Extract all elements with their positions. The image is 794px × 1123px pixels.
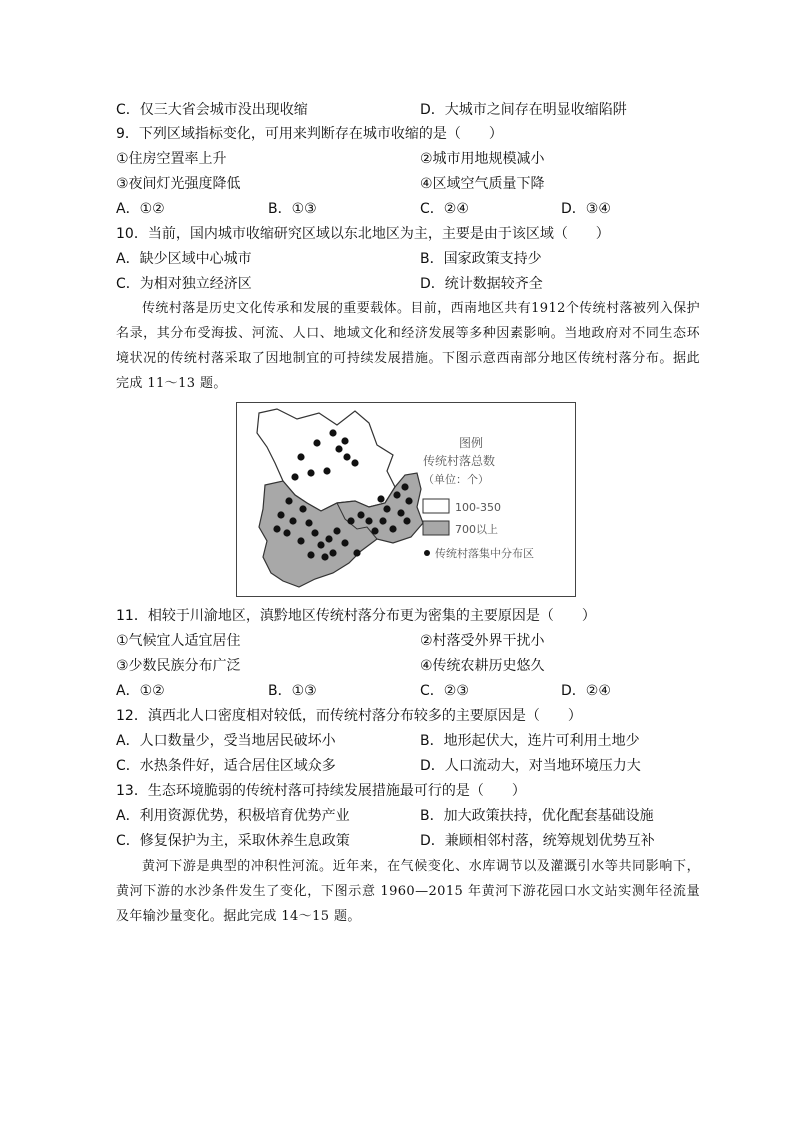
- village-dot: [389, 525, 396, 532]
- village-dot: [393, 491, 400, 498]
- village-dot: [297, 453, 304, 460]
- legend-low-label: 100-350: [455, 501, 501, 514]
- legend-subtitle: 传统村落总数: [423, 454, 496, 468]
- village-dot: [383, 505, 390, 512]
- village-dot: [291, 473, 298, 480]
- map-svg: [237, 403, 575, 596]
- q11-item-4: ④传统农耕历史悠久: [420, 658, 545, 674]
- village-dot: [397, 509, 404, 516]
- village-dot: [333, 527, 340, 534]
- q11-item-2: ②村落受外界干扰小: [420, 633, 545, 649]
- q13-stem: 13．生态环境脆弱的传统村落可持续发展措施最可行的是（ ）: [116, 783, 526, 799]
- q8-option-d: D．大城市之间存在明显收缩陷阱: [420, 102, 627, 118]
- village-dot: [401, 483, 408, 490]
- q11-item-1: ①气候宜人适宜居住: [116, 633, 241, 649]
- q11-stem: 11．相较于川渝地区，滇黔地区传统村落分布更为密集的主要原因是（ ）: [116, 608, 596, 624]
- passage1-line-4: 布。据此完成 11～13 题。: [116, 351, 700, 391]
- village-dot: [305, 519, 312, 526]
- legend-swatch-high: [423, 521, 449, 535]
- village-dot: [325, 535, 332, 542]
- village-dot: [313, 439, 320, 446]
- village-dot: [343, 453, 350, 460]
- village-dot: [403, 517, 410, 524]
- passage1-line-1: 传统村落是历史文化传承和发展的重要载体。目前，西南地区共有1912个传统村落被列入: [142, 301, 674, 316]
- q8-option-c: C．仅三大省会城市没出现收缩: [116, 102, 308, 118]
- village-dot: [285, 497, 292, 504]
- q13-option-d: D．兼顾相邻村落，统筹规划优势互补: [420, 833, 655, 849]
- village-dot: [289, 517, 296, 524]
- village-dot: [277, 511, 284, 518]
- q13-option-a: A．利用资源优势，积极培育优势产业: [116, 808, 350, 824]
- village-dot: [323, 467, 330, 474]
- village-dot: [297, 537, 304, 544]
- q9-item-2: ②城市用地规模减小: [420, 151, 545, 167]
- q12-option-a: A．人口数量少，受当地居民破坏小: [116, 733, 336, 749]
- q12-option-c: C．水热条件好，适合居住区域众多: [116, 758, 336, 774]
- map-legend: [423, 435, 534, 560]
- q10-option-d: D．统计数据较齐全: [420, 276, 543, 292]
- q9-option-c: C．②④: [420, 201, 469, 217]
- passage2-line-2: 黄河下游的水沙条件发生了变化，下图示意 1960—2015 年黄河下游花园口水文站实测年径流量: [116, 884, 700, 899]
- village-dot: [365, 517, 372, 524]
- village-dot: [379, 517, 386, 524]
- village-dot: [341, 539, 348, 546]
- q11-option-a: A．①②: [116, 683, 165, 699]
- village-dot: [307, 469, 314, 476]
- passage-yellow-river: [116, 854, 700, 929]
- q9-option-b: B．①③: [268, 201, 317, 217]
- village-dot: [307, 551, 314, 558]
- village-dot: [311, 529, 318, 536]
- q9-item-4: ④区域空气质量下降: [420, 176, 545, 192]
- passage2-line-1: 黄河下游是典型的冲积性河流。近年来，在气候变化、水库调节以及灌溉引水等共同影响下，: [142, 859, 700, 874]
- village-dot: [357, 511, 364, 518]
- legend-high-label: 700以上: [455, 523, 498, 536]
- q9-item-1: ①住房空置率上升: [116, 151, 227, 167]
- village-dot: [317, 541, 324, 548]
- q12-stem: 12．滇西北人口密度相对较低，而传统村落分布较多的主要原因是（ ）: [116, 708, 582, 724]
- q11-option-c: C．②③: [420, 683, 469, 699]
- village-dot: [335, 445, 342, 452]
- legend-title: 图例: [459, 436, 484, 450]
- village-dot: [405, 497, 412, 504]
- village-dot: [283, 529, 290, 536]
- q12-option-d: D．人口流动大，对当地环境压力大: [420, 758, 641, 774]
- village-dot: [371, 527, 378, 534]
- q9-option-a: A．①②: [116, 201, 165, 217]
- village-dot: [351, 459, 358, 466]
- q10-option-a: A．缺少区域中心城市: [116, 251, 252, 267]
- southwest-village-map: [236, 402, 576, 597]
- q10-option-c: C．为相对独立经济区: [116, 276, 252, 292]
- q11-option-b: B．①③: [268, 683, 317, 699]
- q9-option-d: D．③④: [561, 201, 611, 217]
- q9-item-3: ③夜间灯光强度降低: [116, 176, 241, 192]
- village-dot: [347, 517, 354, 524]
- q13-option-c: C．修复保护为主，采取休养生息政策: [116, 833, 350, 849]
- q9-stem: 9．下列区域指标变化，可用来判断存在城市收缩的是（ ）: [116, 126, 503, 142]
- village-dot: [299, 505, 306, 512]
- village-dot: [329, 549, 336, 556]
- village-dot: [341, 437, 348, 444]
- passage1-line-3: 生态环境状况的传统村落采取了因地制宜的可持续发展措施。下图示意西南部分地区传统村落分: [116, 326, 700, 366]
- q13-option-b: B．加大政策扶持，优化配套基础设施: [420, 808, 654, 824]
- q11-option-d: D．②④: [561, 683, 611, 699]
- q11-item-3: ③少数民族分布广泛: [116, 658, 241, 674]
- passage-traditional-villages: [116, 296, 700, 396]
- village-dot: [377, 495, 384, 502]
- q10-option-b: B．国家政策支持少: [420, 251, 542, 267]
- passage2-line-3: 及年输沙量变化。据此完成 14～15 题。: [116, 909, 361, 924]
- village-dot: [329, 429, 336, 436]
- q12-option-b: B．地形起伏大，连片可利用土地少: [420, 733, 640, 749]
- legend-swatch-low: [423, 499, 449, 513]
- legend-dot-label: 传统村落集中分布区: [435, 547, 534, 560]
- q10-stem: 10．当前，国内城市收缩研究区域以东北地区为主，主要是由于该区域（ ）: [116, 226, 610, 242]
- village-dot: [353, 549, 360, 556]
- legend-unit: （单位：个）: [423, 473, 489, 486]
- passage1-line-2: 保护名录，其分布受海拔、河流、人口、地域文化和经济发展等多种因素影响。当地政府对不同: [116, 301, 700, 341]
- legend-dot-icon: [424, 550, 430, 556]
- village-dot: [273, 525, 280, 532]
- village-dot: [321, 553, 328, 560]
